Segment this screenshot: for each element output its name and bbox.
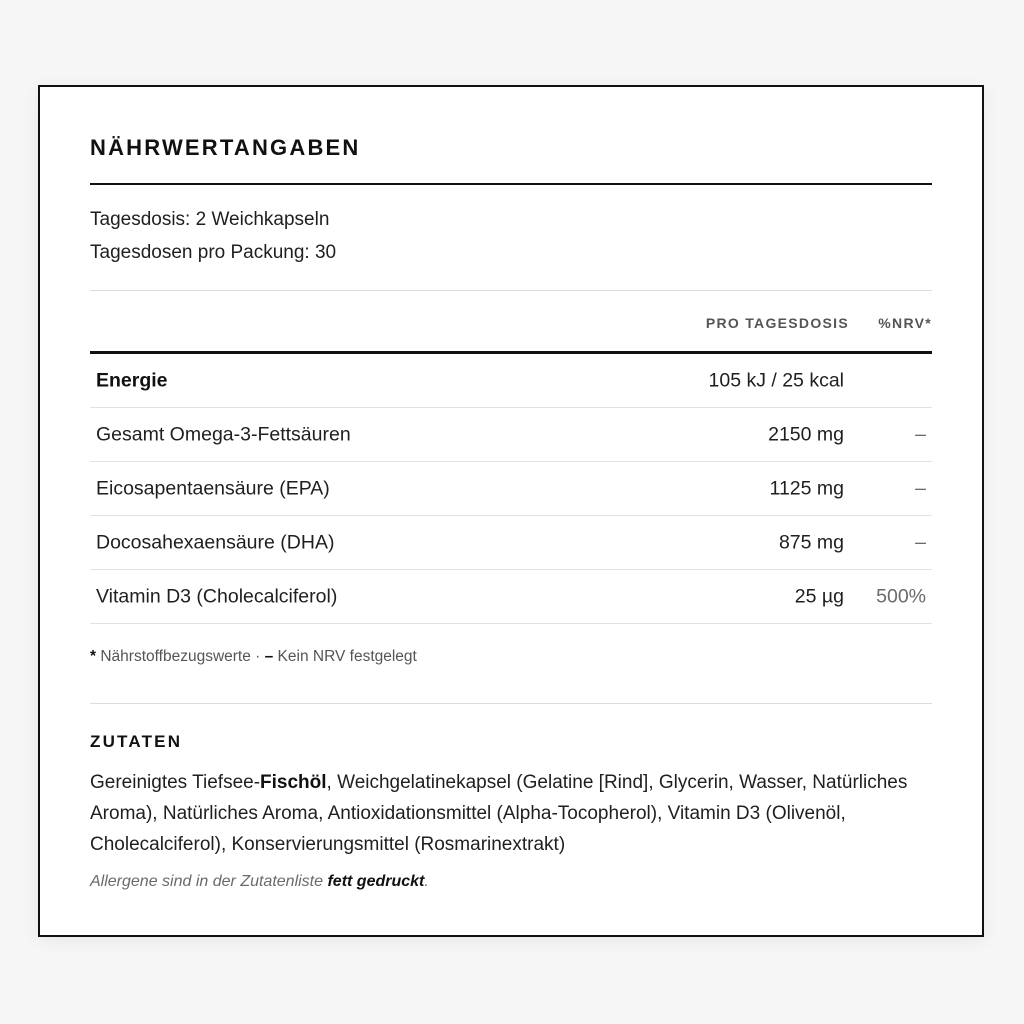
ingredients-rest: , Weichgelatinekapsel (Gelatine [Rind], Glycerin, Wasser, Natürliches Aroma), Natürliches Aroma, Antioxidationsmittel (Alpha-Tocopherol), Vitamin D3 (Olivenöl, Cholecalciferol), Konservierungsmittel (Rosmarinextrakt): [90, 772, 908, 855]
nutrient-value: 25 µg: [794, 585, 844, 608]
page-title: NÄHRWERTANGABEN: [90, 135, 361, 160]
nutrient-nrv: –: [915, 531, 926, 554]
nutrient-nrv: –: [915, 423, 926, 446]
nutrient-value: 1125 mg: [769, 477, 844, 500]
ingredients-start: Gereinigtes Tiefsee-: [90, 772, 261, 793]
nutrient-value: 2150 mg: [768, 423, 844, 446]
nutrient-value: 105 kJ / 25 kcal: [708, 369, 844, 392]
nutrient-name: Vitamin D3 (Cholecalciferol): [96, 585, 338, 608]
allergen-note-bold: fett gedruckt: [327, 873, 425, 890]
row-divider: [90, 623, 932, 624]
nutrient-value: 875 mg: [778, 531, 844, 554]
nutrient-nrv: 500%: [876, 585, 926, 608]
footnote-dash-text: Kein NRV festgelegt: [273, 648, 417, 665]
nutrient-name: Gesamt Omega-3-Fettsäuren: [96, 423, 351, 446]
section-divider: [90, 703, 932, 704]
table-row: [90, 408, 932, 462]
servings-per-pack: Tagesdosen pro Packung: 30: [90, 242, 337, 263]
table-row: [90, 516, 932, 570]
nutrient-name: Docosahexaensäure (DHA): [96, 531, 335, 554]
allergen-ingredient: Fischöl: [260, 772, 327, 793]
allergen-note-end: .: [424, 873, 429, 890]
nutrient-name: Eicosapentaensäure (EPA): [96, 477, 330, 500]
title-divider: [90, 183, 932, 185]
table-footnote: [90, 648, 417, 666]
nutrient-name: Energie: [96, 369, 168, 392]
column-header-nrv: %NRV*: [878, 315, 932, 331]
allergen-note-text: Allergene sind in der Zutatenliste: [90, 873, 328, 890]
table-row: [90, 354, 932, 408]
nutrition-card: [38, 85, 984, 937]
footnote-dash: –: [264, 648, 274, 665]
nutrient-nrv: –: [915, 477, 926, 500]
footnote-star: *: [90, 648, 97, 665]
serving-divider: [90, 290, 932, 291]
table-row: [90, 570, 932, 624]
ingredients-text: [90, 767, 932, 860]
footnote-star-text: Nährstoffbezugswerte ·: [96, 648, 265, 665]
serving-dose: Tagesdosis: 2 Weichkapseln: [90, 209, 330, 230]
column-header-per-dose: PRO TAGESDOSIS: [705, 315, 849, 331]
ingredients-title: ZUTATEN: [90, 732, 183, 751]
allergen-note: [90, 873, 429, 891]
table-row: [90, 462, 932, 516]
